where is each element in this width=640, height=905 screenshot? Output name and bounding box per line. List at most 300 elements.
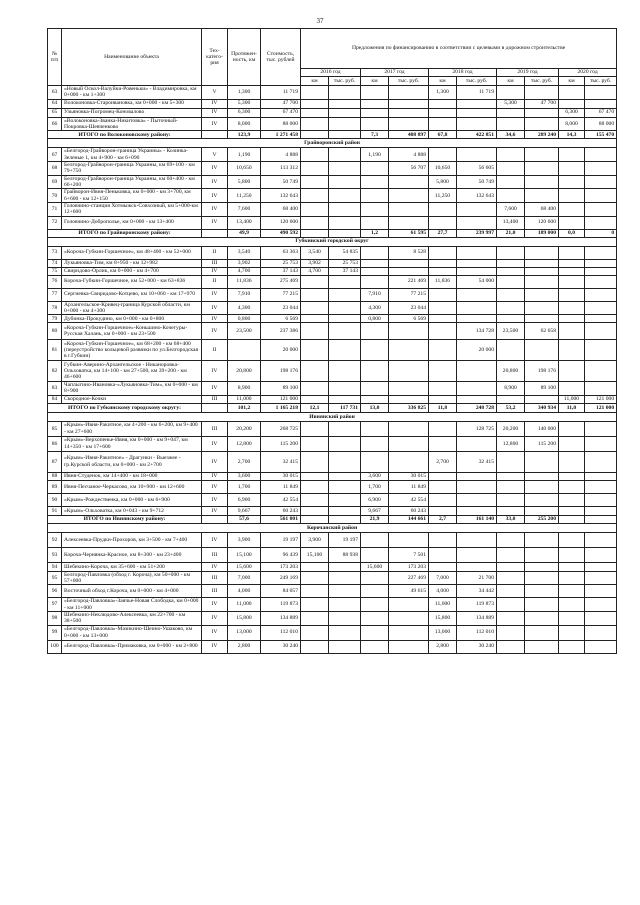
category-cell: IV xyxy=(202,175,228,189)
year-km-cell xyxy=(497,611,525,625)
object-name-cell: Скородное-Кочки xyxy=(62,395,202,403)
year-rub-cell: 21 700 xyxy=(457,571,497,585)
year-rub-cell xyxy=(389,323,429,340)
year-km-cell: 1,190 xyxy=(361,148,389,162)
table-row xyxy=(48,108,617,117)
year-rub-cell xyxy=(389,117,429,131)
table-row xyxy=(48,148,617,162)
year-rub-cell: 8 528 xyxy=(389,246,429,259)
year-rub-cell xyxy=(525,585,559,598)
table-row xyxy=(48,315,617,323)
year-km-cell xyxy=(361,451,389,472)
table-row xyxy=(48,202,617,216)
table-row xyxy=(48,323,617,340)
year-rub-cell: 189 000 xyxy=(525,229,559,237)
object-name-cell: «Новый Оскол-Валуйки-Ровеньки» - Владимировка, км 0+000 - км 1+300 xyxy=(62,86,202,100)
year-km-cell xyxy=(497,189,525,203)
year-rub-cell: 121 000 xyxy=(585,395,617,403)
table-row xyxy=(48,571,617,585)
sub-rub-header: тыс. руб. xyxy=(457,77,497,86)
object-name-cell: Лукьяновка-Тим, км 8+950 - км 12+982 xyxy=(62,259,202,267)
year-rub-cell xyxy=(457,117,497,131)
year-rub-cell: 54 835 xyxy=(329,246,361,259)
year-km-cell: 2,7 xyxy=(429,515,457,523)
year-rub-cell xyxy=(389,598,429,612)
year-rub-cell: 115 200 xyxy=(525,436,559,451)
year-rub-cell xyxy=(329,189,361,203)
year-rub-cell xyxy=(329,131,361,139)
year-km-cell xyxy=(429,117,457,131)
year-km-cell xyxy=(429,148,457,162)
year-rub-cell xyxy=(585,480,617,493)
year-rub-cell xyxy=(585,611,617,625)
table-row xyxy=(48,86,617,100)
year-km-cell xyxy=(361,395,389,403)
table-row xyxy=(48,421,617,436)
length-cell: 6,900 xyxy=(228,493,261,506)
year-km-cell xyxy=(429,267,457,275)
sub-rub-header: тыс. руб. xyxy=(389,77,429,86)
year-km-cell xyxy=(559,175,585,189)
total-label: ИТОГО по Ивнянскому району: xyxy=(48,515,202,523)
category-cell: III xyxy=(202,571,228,585)
year-rub-cell xyxy=(585,625,617,640)
year-rub-cell: 42 554 xyxy=(389,493,429,506)
year-rub-cell: 289 240 xyxy=(525,131,559,139)
year-km-cell xyxy=(429,216,457,229)
table-row xyxy=(48,361,617,382)
year-rub-cell xyxy=(457,216,497,229)
category-cell xyxy=(202,229,228,237)
col-length-header: Протяжен-ность, км xyxy=(228,29,261,86)
object-name-cell: Ивня-Студенок, км 14+400 - км 18+000 xyxy=(62,472,202,480)
length-cell: 5,800 xyxy=(228,175,261,189)
cost-cell: 20 000 xyxy=(261,340,301,361)
year-rub-cell xyxy=(457,108,497,117)
year-rub-cell: 30 240 xyxy=(457,640,497,653)
year-km-cell xyxy=(559,506,585,515)
year-km-cell: 7,910 xyxy=(361,288,389,301)
length-cell: 5,300 xyxy=(228,99,261,108)
table-row xyxy=(48,562,617,571)
category-cell: IV xyxy=(202,506,228,515)
length-cell: 123,9 xyxy=(228,131,261,139)
cost-cell: 25 753 xyxy=(261,259,301,267)
year-km-cell xyxy=(361,625,389,640)
year-km-cell xyxy=(559,246,585,259)
year-rub-cell xyxy=(525,547,559,562)
cost-cell: 30 240 xyxy=(261,640,301,653)
year-rub-cell xyxy=(525,598,559,612)
year-rub-cell xyxy=(525,86,559,100)
year-rub-cell xyxy=(525,275,559,288)
year-km-cell xyxy=(559,275,585,288)
year-rub-cell xyxy=(525,472,559,480)
year-km-cell: 3,540 xyxy=(301,246,329,259)
category-cell: IV xyxy=(202,598,228,612)
row-number-cell: 89 xyxy=(48,480,62,493)
row-number-cell: 92 xyxy=(48,532,62,547)
year-rub-cell xyxy=(585,493,617,506)
year-km-cell: 15,800 xyxy=(429,611,457,625)
object-name-cell: Алексеевка-Прудки-Прохоров, км 3+500 - км 7+400 xyxy=(62,532,202,547)
category-cell: IV xyxy=(202,532,228,547)
length-cell: 7,600 xyxy=(228,202,261,216)
year-km-cell xyxy=(301,301,329,315)
year-km-cell xyxy=(429,547,457,562)
year-rub-cell xyxy=(525,259,559,267)
category-cell: III xyxy=(202,395,228,403)
cost-cell: 47 700 xyxy=(261,99,301,108)
year-rub-cell xyxy=(329,301,361,315)
year-rub-cell xyxy=(329,436,361,451)
row-number-cell: 83 xyxy=(48,382,62,396)
year-rub-cell xyxy=(329,175,361,189)
year-km-cell xyxy=(497,246,525,259)
row-number-cell: 88 xyxy=(48,472,62,480)
year-rub-cell xyxy=(585,246,617,259)
year-rub-cell xyxy=(585,216,617,229)
year-km-cell xyxy=(361,611,389,625)
year-rub-cell xyxy=(457,436,497,451)
row-number-cell: 85 xyxy=(48,421,62,436)
year-km-cell xyxy=(559,532,585,547)
year-rub-cell xyxy=(525,451,559,472)
year-rub-cell: 25 753 xyxy=(329,259,361,267)
row-number-cell: 69 xyxy=(48,175,62,189)
year-rub-cell xyxy=(585,99,617,108)
year-km-cell xyxy=(497,395,525,403)
year-rub-cell: 68 400 xyxy=(525,202,559,216)
year-km-cell xyxy=(361,382,389,396)
proposals-header: Предложения по финансированию в соответствии с целевыми в дорожном строительстве xyxy=(301,29,617,69)
year-km-cell: 11,836 xyxy=(429,275,457,288)
length-cell xyxy=(228,340,261,361)
col-cost-header: Стоимость, тыс. рублей xyxy=(261,29,301,86)
year-km-cell: 5,800 xyxy=(429,175,457,189)
year-rub-cell xyxy=(457,246,497,259)
sub-km-header: км xyxy=(497,77,525,86)
year-rub-cell xyxy=(585,148,617,162)
year-rub-cell: 140 000 xyxy=(525,421,559,436)
year-km-cell xyxy=(301,451,329,472)
year-rub-cell xyxy=(525,640,559,653)
year-km-cell xyxy=(301,117,329,131)
category-cell: II xyxy=(202,275,228,288)
cost-cell: 113 312 xyxy=(261,162,301,176)
year-rub-cell: 227 469 xyxy=(389,571,429,585)
year-rub-cell: 120 600 xyxy=(525,216,559,229)
row-number-cell: 100 xyxy=(48,640,62,653)
year-rub-cell: 7 501 xyxy=(389,547,429,562)
object-name-cell: Архангельское-Кривец-граница Курской области, км 0+000 - км 4+300 xyxy=(62,301,202,315)
year-rub-cell: 61 595 xyxy=(389,229,429,237)
length-cell: 4,700 xyxy=(228,267,261,275)
category-cell xyxy=(202,131,228,139)
year-rub-cell: 77 215 xyxy=(389,288,429,301)
object-name-cell: Свиридово-Орлик, км 0+000 - км 4+700 xyxy=(62,267,202,275)
length-cell: 57,6 xyxy=(228,515,261,523)
year-rub-cell xyxy=(329,288,361,301)
year-km-cell: 21,9 xyxy=(361,515,389,523)
year-rub-cell xyxy=(585,189,617,203)
year-km-cell: 13,0 xyxy=(361,403,389,412)
year-rub-cell xyxy=(389,640,429,653)
year-km-cell xyxy=(301,436,329,451)
row-number-cell: 71 xyxy=(48,202,62,216)
year-rub-cell xyxy=(585,562,617,571)
year-km-cell xyxy=(361,216,389,229)
year-km-cell xyxy=(301,585,329,598)
year-rub-cell: 134 889 xyxy=(457,611,497,625)
category-cell: III xyxy=(202,547,228,562)
object-name-cell: Чаплыгино-Ивановка-«Лукьяновка-Тим», км 0+000 - км 8+900 xyxy=(62,382,202,396)
year-km-cell xyxy=(497,532,525,547)
year-rub-cell xyxy=(585,315,617,323)
year-km-cell xyxy=(559,301,585,315)
year-rub-cell xyxy=(329,598,361,612)
object-name-cell: «Короча-Губкин-Горшечное», км 68+200 - км 68+400 (переустройство кольцевой развязки по ул.Белгородская в г.Губкин) xyxy=(62,340,202,361)
year-header: 2019 год xyxy=(497,69,559,77)
object-name-cell: «Крым»-Рождественка, км 0+000 - км 6+900 xyxy=(62,493,202,506)
cost-cell: 42 554 xyxy=(261,493,301,506)
cost-cell: 112 010 xyxy=(261,625,301,640)
year-km-cell xyxy=(429,506,457,515)
section-row xyxy=(48,139,617,148)
year-km-cell xyxy=(429,395,457,403)
year-rub-cell xyxy=(329,493,361,506)
year-rub-cell xyxy=(585,323,617,340)
object-name-cell: «Крым»-Верхопенье-Ивня, км 0+000 - км 9+047, км 14+350 - км 17+600 xyxy=(62,436,202,451)
year-km-cell: 20,800 xyxy=(497,361,525,382)
year-rub-cell xyxy=(585,162,617,176)
year-km-cell xyxy=(559,202,585,216)
year-km-cell xyxy=(301,323,329,340)
year-km-cell: 4,700 xyxy=(301,267,329,275)
year-km-cell xyxy=(361,640,389,653)
object-name-cell: «Белгород-Павловка»-Примаковка, км 0+000 - км 2+800 xyxy=(62,640,202,653)
cost-cell: 1 165 218 xyxy=(261,403,301,412)
year-rub-cell xyxy=(457,382,497,396)
cost-cell: 115 200 xyxy=(261,436,301,451)
year-rub-cell xyxy=(457,361,497,382)
table-row xyxy=(48,598,617,612)
year-km-cell xyxy=(559,472,585,480)
year-km-cell xyxy=(301,493,329,506)
year-km-cell: 13,400 xyxy=(497,216,525,229)
year-rub-cell xyxy=(329,275,361,288)
table-row xyxy=(48,472,617,480)
col-number-header: № п/п xyxy=(48,29,62,86)
category-cell: IV xyxy=(202,562,228,571)
category-cell: IV xyxy=(202,361,228,382)
year-km-cell xyxy=(361,275,389,288)
year-rub-cell xyxy=(525,532,559,547)
year-rub-cell xyxy=(329,108,361,117)
year-km-cell xyxy=(559,288,585,301)
year-km-cell xyxy=(429,382,457,396)
row-number-cell: 64 xyxy=(48,99,62,108)
year-rub-cell xyxy=(585,301,617,315)
year-km-cell xyxy=(497,562,525,571)
row-number-cell: 74 xyxy=(48,259,62,267)
length-cell: 15,600 xyxy=(228,562,261,571)
year-rub-cell xyxy=(329,506,361,515)
total-row xyxy=(48,403,617,412)
year-rub-cell xyxy=(525,301,559,315)
year-rub-cell xyxy=(457,532,497,547)
year-km-cell: 8,000 xyxy=(559,117,585,131)
year-rub-cell: 117 731 xyxy=(329,403,361,412)
category-cell xyxy=(202,403,228,412)
row-number-cell: 65 xyxy=(48,108,62,117)
year-rub-cell: 112 010 xyxy=(457,625,497,640)
year-rub-cell xyxy=(585,472,617,480)
year-rub-cell xyxy=(585,421,617,436)
object-name-cell: Головчино-Доброполье, км 0+000 - км 13+400 xyxy=(62,216,202,229)
year-rub-cell: 20 000 xyxy=(457,340,497,361)
year-rub-cell xyxy=(457,547,497,562)
year-rub-cell xyxy=(389,361,429,382)
object-name-cell: «Короча-Губкин-Горшечное»-Коньшино-Кочегуры-Русская Халань, км 0+000 - км 23+500 xyxy=(62,323,202,340)
year-rub-cell xyxy=(457,315,497,323)
year-km-cell: 0,0 xyxy=(559,229,585,237)
year-rub-cell: 128 725 xyxy=(457,421,497,436)
year-km-cell xyxy=(301,275,329,288)
year-km-cell xyxy=(429,301,457,315)
row-number-cell: 82 xyxy=(48,361,62,382)
year-rub-cell xyxy=(389,175,429,189)
cost-cell: 249 169 xyxy=(261,571,301,585)
year-rub-cell xyxy=(585,259,617,267)
year-km-cell: 11,000 xyxy=(429,598,457,612)
year-km-cell xyxy=(497,117,525,131)
financing-table xyxy=(47,28,617,654)
length-cell: 3,600 xyxy=(228,472,261,480)
year-rub-cell xyxy=(329,421,361,436)
object-name-cell: Шебекино-Неклюдово-Алексеевка, км 22+700 - км 38+500 xyxy=(62,611,202,625)
category-cell: IV xyxy=(202,301,228,315)
year-km-cell: 3,900 xyxy=(301,532,329,547)
year-km-cell: 5,300 xyxy=(497,99,525,108)
year-rub-cell xyxy=(525,288,559,301)
table-row xyxy=(48,382,617,396)
year-km-cell xyxy=(301,562,329,571)
year-rub-cell xyxy=(329,515,361,523)
length-cell: 11,000 xyxy=(228,598,261,612)
year-rub-cell xyxy=(585,585,617,598)
year-km-cell: 4,300 xyxy=(361,301,389,315)
year-rub-cell xyxy=(525,493,559,506)
year-rub-cell xyxy=(389,259,429,267)
year-km-cell xyxy=(361,246,389,259)
year-km-cell: 3,902 xyxy=(301,259,329,267)
year-km-cell xyxy=(559,86,585,100)
year-km-cell: 34,6 xyxy=(497,131,525,139)
year-rub-cell xyxy=(329,625,361,640)
year-rub-cell xyxy=(457,301,497,315)
year-km-cell xyxy=(559,640,585,653)
length-cell: 1,700 xyxy=(228,480,261,493)
category-cell: IV xyxy=(202,315,228,323)
year-rub-cell: 239 997 xyxy=(457,229,497,237)
year-km-cell xyxy=(429,340,457,361)
year-rub-cell: 54 000 xyxy=(457,275,497,288)
row-number-cell: 75 xyxy=(48,267,62,275)
year-km-cell xyxy=(361,86,389,100)
row-number-cell: 84 xyxy=(48,395,62,403)
length-cell: 4,300 xyxy=(228,301,261,315)
year-km-cell xyxy=(301,480,329,493)
year-km-cell xyxy=(301,162,329,176)
year-rub-cell xyxy=(457,395,497,403)
category-cell: IV xyxy=(202,611,228,625)
year-rub-cell: 50 749 xyxy=(457,175,497,189)
year-km-cell xyxy=(559,585,585,598)
year-rub-cell xyxy=(329,216,361,229)
year-km-cell xyxy=(497,571,525,585)
length-cell: 15,800 xyxy=(228,611,261,625)
length-cell: 101,2 xyxy=(228,403,261,412)
year-km-cell: 1,700 xyxy=(361,480,389,493)
year-rub-cell xyxy=(585,267,617,275)
object-name-cell: Шебекино-Короча, км 35+600 - км 51+200 xyxy=(62,562,202,571)
category-cell: II xyxy=(202,340,228,361)
year-km-cell xyxy=(559,562,585,571)
cost-cell: 237 386 xyxy=(261,323,301,340)
year-km-cell xyxy=(497,162,525,176)
object-name-cell: Короча-Губкин-Горшечное, км 52+000 - км 63+836 xyxy=(62,275,202,288)
year-rub-cell xyxy=(457,99,497,108)
cost-cell: 88 000 xyxy=(261,117,301,131)
year-rub-cell xyxy=(585,436,617,451)
cost-cell: 490 592 xyxy=(261,229,301,237)
year-rub-cell: 4 888 xyxy=(389,148,429,162)
year-rub-cell xyxy=(525,340,559,361)
cost-cell: 6 569 xyxy=(261,315,301,323)
year-km-cell xyxy=(301,131,329,139)
year-km-cell xyxy=(497,259,525,267)
year-km-cell xyxy=(559,515,585,523)
table-row xyxy=(48,246,617,259)
year-rub-cell xyxy=(525,611,559,625)
row-number-cell: 95 xyxy=(48,571,62,585)
year-km-cell: 6,300 xyxy=(559,108,585,117)
length-cell: 9,667 xyxy=(228,506,261,515)
cost-cell: 120 600 xyxy=(261,216,301,229)
year-km-cell xyxy=(301,640,329,653)
year-km-cell xyxy=(497,175,525,189)
year-km-cell xyxy=(497,340,525,361)
category-cell: III xyxy=(202,585,228,598)
category-cell: IV xyxy=(202,480,228,493)
row-number-cell: 67 xyxy=(48,148,62,162)
year-km-cell xyxy=(301,189,329,203)
row-number-cell: 94 xyxy=(48,562,62,571)
year-km-cell xyxy=(497,640,525,653)
year-km-cell: 0,800 xyxy=(361,315,389,323)
table-row xyxy=(48,493,617,506)
object-name-cell: «Крым»-Ивня-Ракитное, км 4+200 - км 6+200, км 9+400 - км 27+600 xyxy=(62,421,202,436)
row-number-cell: 96 xyxy=(48,585,62,598)
cost-cell: 134 889 xyxy=(261,611,301,625)
year-rub-cell xyxy=(389,611,429,625)
year-km-cell xyxy=(361,108,389,117)
year-rub-cell: 161 140 xyxy=(457,515,497,523)
year-km-cell xyxy=(429,108,457,117)
table-body xyxy=(48,86,617,654)
year-km-cell: 11,8 xyxy=(429,403,457,412)
